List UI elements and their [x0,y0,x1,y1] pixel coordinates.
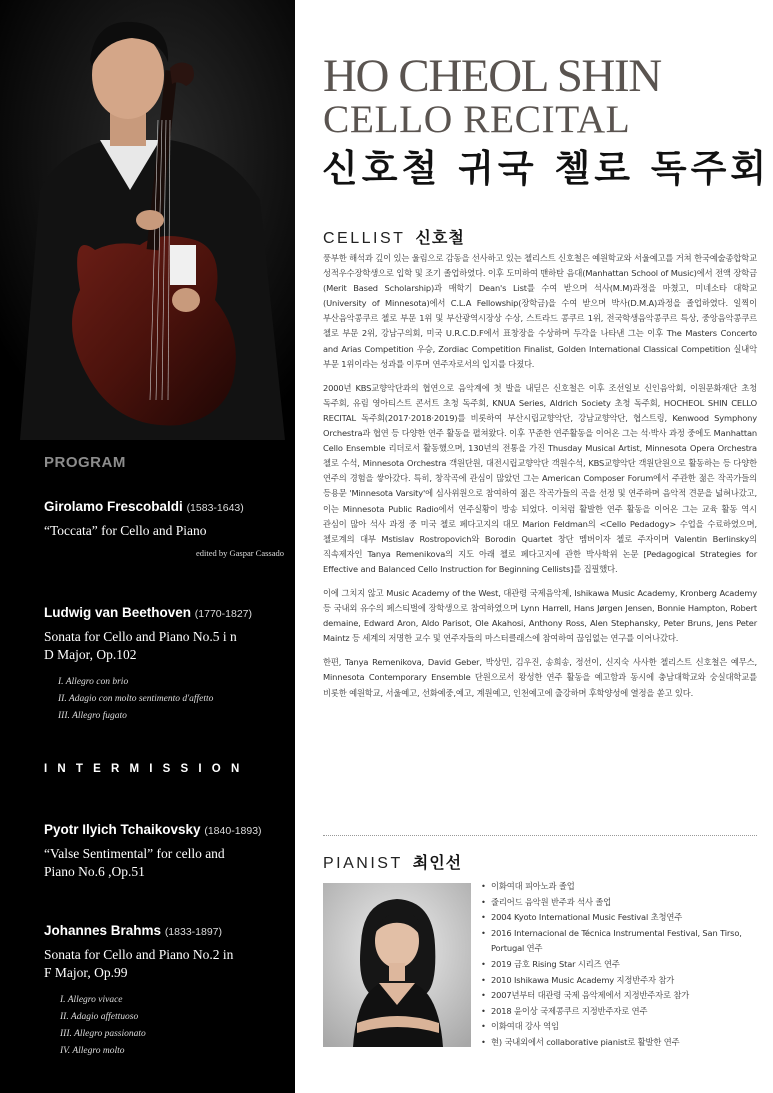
list-item: • 이화여대 피아노과 졸업 [481,879,751,895]
work-title: “Toccata” for Cello and Piano [44,523,207,538]
composer-name: Ludwig van Beethoven (1770-1827) [44,605,253,620]
list-item: • 현) 국내외에서 collaborative pianist로 활발한 연주 [481,1035,751,1051]
program-panel [0,0,295,1093]
program-piece-3 [44,821,284,881]
list-item: • 2019 금호 Rising Star 시리즈 연주 [481,957,751,973]
info-panel [295,0,773,1093]
cellist-photo [0,0,295,440]
pianist-credits [481,879,751,1051]
program-piece-4 [44,922,284,1060]
bio-paragraph: 풍부한 해석과 깊이 있는 울림으로 감동을 선사하고 있는 첼리스트 신호철은 예원학교와 서울예고를 거쳐 한국예술종합학교 성적우수장학생으로 입학 및 조기 졸업하였다. 이후 도미하여 맨하탄 음대(Manhattan School of Music)에서 전액 장학금(Merit Based Scholarship)과 매학기 Dean's List를 수여 받으며 석사(M.M)과정을 마쳤고, 미네소타 대학교 (University of Minnesota)에서 C.L.A Fellowship(장학금)을 수여 받으며 박사(D.M.A)과정을 졸업하였다. 일찍이 부산음악콩쿠르 첼로 부문 1위 및 부산광역시장상 수상, 스트라드 콩쿠르 1위, 전국학생음악콩쿠르 특상, 중앙음악콩쿠르 첼로 부문 2위, 강남구의회, 미국 U.R.C.D.F에서 표창장을 수상하며 두각을 나타낸 그는 이후 The Masters Concerto and Arias Competition 우승, Zordiac Competition Finalist, Golden International Classical Competition 실내악 부문 1위이라는 성과를 이루며 연주자로서의 입지를 다졌다. [323,253,757,369]
cellist-heading: CELLIST 신호철 [323,228,465,247]
pianist-heading: PIANIST 최인선 [323,853,463,872]
movement-list [58,674,284,725]
list-item: • 2010 Ishikawa Music Academy 지정반주자 참가 [481,973,751,989]
list-item: • 2016 Internacional de Técnica Instrumental Festival, San Tirso, Portugal 연주 [481,926,751,957]
title-recital: CELLO RECITAL [323,97,631,141]
movement: I. Allegro vivace [60,995,123,1005]
title-name: HO CHEOL SHIN [323,50,661,102]
composer-name: Girolamo Frescobaldi (1583-1643) [44,499,244,514]
movement: I. Allegro con brio [58,677,129,687]
bio-paragraph: 2000년 KBS교향악단과의 협연으로 음악계에 첫 발을 내딛은 신호철은 이후 조선일보 신인음악회, 이원문화재단 초청 독주회, 유림 영아티스트 콘서트 초청 독주회, KNUA Series, Aldrich Society 초청 독주회, HOCHEOL SHIN CELLO RECITAL 독주회(2017·2018·2019)를 비롯하여 부산시립교향악단, 강남교향악단, 협스트링, Kenwood Symphony Orchestra과 협연 등 다양한 연주 활동을 펼쳐왔다. 이후 꾸준한 연주활동을 이어온 그는 석·박사 과정 중에도 Manhattan Cello Ensemble 리더로서 활동했으며, 130년의 전통을 가진 Thusday Musical Artist, Minnesota Opera Orchestra 첼로 수석, Minnesota Orchestra 객원단원, 대전시립교향악단 객원수석, KBS교향악단 객원단원으로 활동하는 등 다양한 연주의 경험을 쌓아갔다. 특히, 창작곡에 관심이 많았던 그는 American Composer Forum에서 주관한 젊은 작곡가들의 등용문 'Minnesota Varsity'에 심사위원으로 참여하여 젊은 작곡가들의 곡을 선정 및 연주하며 음악적 견문을 넓혀나갔고, 이는 Minnesota Public Radio에서 연주실황이 방송 되었다. 이처럼 활발한 연주 활동을 이어온 그는 교육 활동 역시 관심이 많아 석사 과정 중 미국 첼로 페다고지의 대모 Marion Feldman의 <Cello Pedadogy> 수업을 수료하였으며, 첼로계의 대부 Mstislav Rostropovich와 Borodin Quartet 창단 멤버이자 첼로 주자이며 Valentin Berlinsky의 직속제자인 Tanya Remenikova의 지도 아래 첼로 페다고지에 관한 박사학위 논문 [Pedagogical Strategies for Effective and Balanced Cello Instruction for Beginning Cellists]를 집필했다. [323,382,757,574]
movement: III. Allegro fugato [58,711,127,721]
movement: II. Adagio con molto sentimento d'affetto [58,694,214,704]
program-piece-2 [44,604,284,725]
list-item: • 이화여대 강사 역임 [481,1019,751,1035]
composer-name: Johannes Brahms (1833-1897) [44,923,223,938]
work-title: Sonata for Cello and Piano No.2 in F Major, Op.99 [44,947,234,980]
section-divider [323,835,757,836]
program-piece-1 [44,498,284,558]
work-title: “Valse Sentimental” for cello and Piano No.6 ,Op.51 [44,846,225,879]
title-korean: 신호철 귀국 첼로 독주회 [322,147,771,190]
bio-paragraph: 이에 그치지 않고 Music Academy of the West, 대관령 국제음악제, Ishikawa Music Academy, Kronberg Academy 등 국내외 유수의 페스티벌에 장학생으로 참여하였으며 Lynn Harrell, Hans Jørgen Jensen, Bonnie Hampton, Robert demaine, Edward Aron, Aldo Parisot, Ole Akahosi, Anthony Ross, Alen Stephansky, Peter Bruns, Jens Peter Maintz 등 세계의 저명한 교수 및 연주자들의 마스터클래스에 참여하여 끊임없는 연구를 이어나갔다. [323,587,757,644]
program-heading: PROGRAM [44,454,126,471]
editor-credit: edited by Gaspar Cassado [195,548,284,558]
composer-name: Pyotr Ilyich Tchaikovsky (1840-1893) [44,822,262,837]
pianist-photo [323,883,471,1047]
movement-list [60,992,284,1060]
list-item: • 줄리어드 음악원 반주과 석사 졸업 [481,895,751,911]
bio-paragraph: 한편, Tanya Remenikova, David Geber, 박상민, 김우진, 송희송, 정선이, 신지숙 사사한 첼리스트 신호철은 예무스, Minnesota Contemporary Ensemble 단원으로서 왕성한 연주 활동을 예고함과 동시에 충남대학교와 숭실대학교를 비롯한 예원학교, 서울예고, 선화예중,예고, 계원예고, 인천예고에 출강하며 후학양성에 열정을 쏟고 있다. [323,657,757,698]
movement: II. Adagio affettuoso [60,1012,139,1022]
list-item: • 2018 윤이상 국제콩쿠르 지정반주자로 연주 [481,1004,751,1020]
movement: IV. Allegro molto [60,1046,125,1056]
work-title: Sonata for Cello and Piano No.5 i n D Major, Op.102 [44,629,237,662]
movement: III. Allegro passionato [60,1029,146,1039]
intermission-label: INTERMISSION [44,763,250,775]
cellist-bio [323,251,757,710]
list-item: • 2004 Kyoto International Music Festival 초청연주 [481,910,751,926]
list-item: • 2007년부터 대관령 국제 음악제에서 지정반주자로 참가 [481,988,751,1004]
